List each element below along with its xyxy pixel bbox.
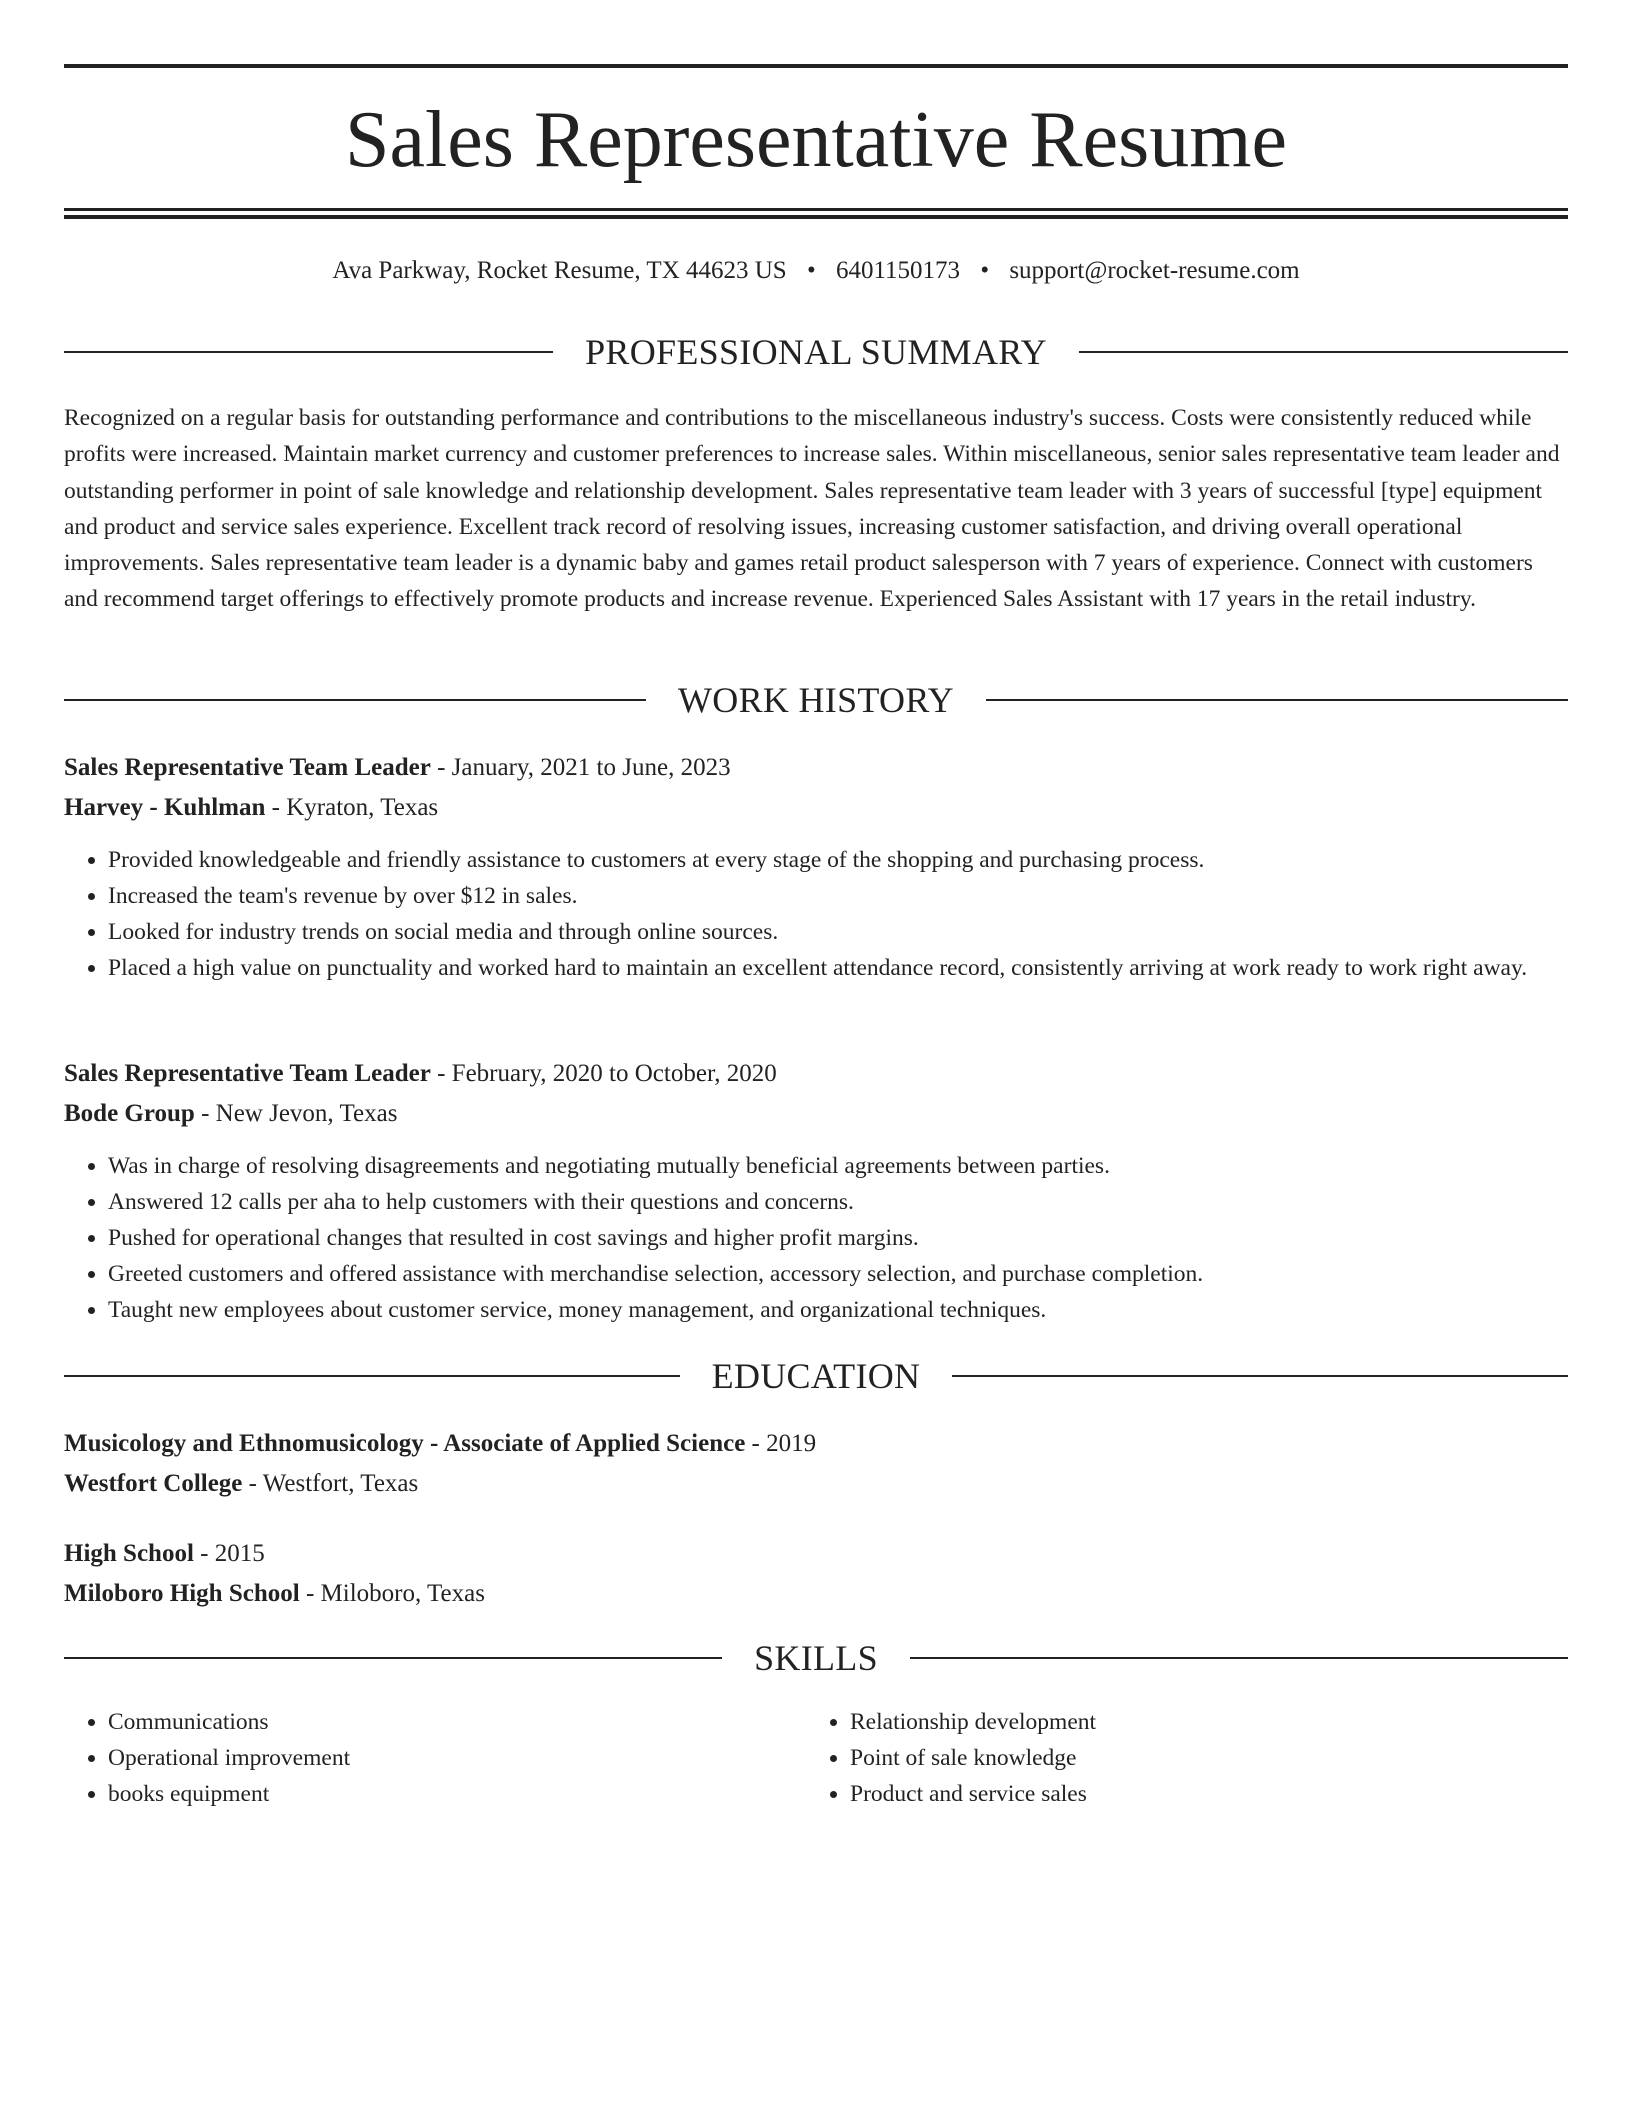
summary-text: Recognized on a regular basis for outstanding performance and contributions to the miscellaneous industry's success. Costs were consistently reduced while profits were increased. Maintain market currency and customer preferences to increase sales. Within miscellaneous, senior sales representative team leader and outstanding performer in point of sale knowledge and relationship development. Sales representative team leader with 3 years of successful [type] equipment and product and service sales experience. Excellent track record of resolving issues, increasing customer satisfaction, and driving overall operational improvements. Sales representative team leader is a dynamic baby and games retail product salesperson with 7 years of experience. Connect with customers and recommend target offerings to effectively promote products and increase revenue. Experienced Sales Assistant with 17 years in the retail industry. [64, 405, 1560, 613]
skills-list-left [64, 1704, 808, 1812]
education-school-line [64, 1574, 1568, 1614]
job-company-line [64, 788, 1568, 828]
section-title: SKILLS [754, 1638, 878, 1678]
education-degree: High School [64, 1540, 194, 1567]
list-item: • Looked for industry trends on social media and through online sources. [108, 914, 1568, 950]
skill-item: • Point of sale knowledge [850, 1740, 1550, 1776]
education-location: - Miloboro, Texas [299, 1580, 485, 1607]
section-heading-work [64, 680, 1568, 720]
title-double-rule [64, 208, 1568, 219]
job-bullet-list [64, 1148, 1568, 1328]
education-degree-line [64, 1534, 1568, 1574]
list-item: • Was in charge of resolving disagreements and negotiating mutually beneficial agreements between parties. [108, 1148, 1568, 1184]
heading-rule [64, 1657, 722, 1659]
skill-item: • books equipment [108, 1776, 808, 1812]
contact-address: Ava Parkway, Rocket Resume, TX 44623 US [332, 257, 787, 284]
education-school: Westfort College [64, 1470, 243, 1497]
education-degree: Musicology and Ethnomusicology - Associate of Applied Science [64, 1430, 746, 1457]
education-entry [64, 1534, 1568, 1614]
education-school: Miloboro High School [64, 1580, 300, 1607]
education-year: - 2015 [193, 1540, 265, 1567]
heading-rule [64, 1375, 680, 1377]
job-company-line [64, 1094, 1568, 1134]
education-entry [64, 1424, 1568, 1504]
top-rule [64, 64, 1568, 68]
education-year: - 2019 [745, 1430, 817, 1457]
contact-email: support@rocket-resume.com [1009, 257, 1300, 284]
skill-item: • Relationship development [850, 1704, 1550, 1740]
list-item: • Greeted customers and offered assistance with merchandise selection, accessory selection, and purchase completion. [108, 1256, 1568, 1292]
heading-rule [952, 1375, 1568, 1377]
job-dates: - February, 2020 to October, 2020 [430, 1060, 777, 1087]
job-header [64, 1054, 1568, 1134]
job-dates: - January, 2021 to June, 2023 [430, 754, 731, 781]
job-company: Bode Group [64, 1100, 195, 1127]
skill-item: • Operational improvement [108, 1740, 808, 1776]
job-title: Sales Representative Team Leader [64, 1060, 431, 1087]
section-heading-summary [64, 332, 1568, 372]
section-heading-education [64, 1356, 1568, 1396]
contact-phone: 6401150173 [835, 257, 961, 284]
contact-separator: • [980, 257, 990, 284]
section-heading-skills [64, 1638, 1568, 1678]
job-header [64, 748, 1568, 828]
list-item: • Increased the team's revenue by over $12 in sales. [108, 878, 1568, 914]
list-item: • Provided knowledgeable and friendly assistance to customers at every stage of the shopping and purchasing process. [108, 842, 1568, 878]
job-location: - New Jevon, Texas [194, 1100, 398, 1127]
heading-rule [1079, 351, 1568, 353]
contact-separator: • [806, 257, 816, 284]
contact-line [64, 256, 1568, 286]
job-company: Harvey - Kuhlman [64, 794, 266, 821]
education-location: - Westfort, Texas [242, 1470, 419, 1497]
section-title: PROFESSIONAL SUMMARY [585, 332, 1047, 372]
heading-rule [986, 699, 1568, 701]
skill-item: • Product and service sales [850, 1776, 1550, 1812]
section-title: WORK HISTORY [678, 680, 954, 720]
list-item: • Pushed for operational changes that resulted in cost savings and higher profit margins. [108, 1220, 1568, 1256]
job-title: Sales Representative Team Leader [64, 754, 431, 781]
skill-item: • Communications [108, 1704, 808, 1740]
job-title-line [64, 748, 1568, 788]
skills-list-right [806, 1704, 1550, 1812]
section-title: EDUCATION [711, 1356, 921, 1396]
heading-rule [64, 351, 553, 353]
list-item: • Placed a high value on punctuality and worked hard to maintain an excellent attendance record, consistently arriving at work ready to work right away. [108, 950, 1568, 986]
heading-rule [910, 1657, 1568, 1659]
education-school-line [64, 1464, 1568, 1504]
list-item: • Taught new employees about customer service, money management, and organizational techniques. [108, 1292, 1568, 1328]
resume-title: Sales Representative Resume [345, 96, 1287, 184]
education-degree-line [64, 1424, 1568, 1464]
heading-rule [64, 699, 646, 701]
job-title-line [64, 1054, 1568, 1094]
list-item: • Answered 12 calls per aha to help customers with their questions and concerns. [108, 1184, 1568, 1220]
job-location: - Kyraton, Texas [265, 794, 439, 821]
job-bullet-list [64, 842, 1568, 986]
